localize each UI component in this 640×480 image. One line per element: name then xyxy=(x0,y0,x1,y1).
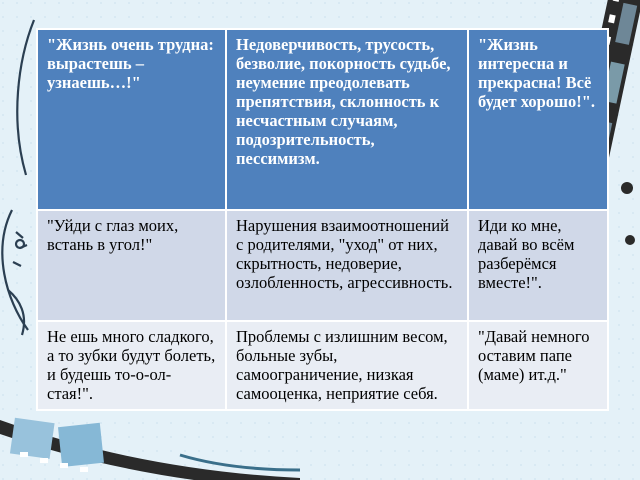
table-row xyxy=(37,210,608,321)
table-cell: "Жизнь очень трудна: вырастешь – узнаешь…!" xyxy=(37,29,226,210)
table-cell: Нарушения взаимоотношений с родителями, "уход" от них, скрытность, недоверие, озлобленность, агрессивность. xyxy=(226,210,468,321)
table-row xyxy=(37,321,608,410)
table-cell: "Уйди с глаз моих, встань в угол!" xyxy=(37,210,226,321)
table-cell: Проблемы с излишним весом, больные зубы, самоограничение, низкая самооценка, неприятие себя. xyxy=(226,321,468,410)
table-cell: Не ешь много сладкого, а то зубки будут болеть, и будешь то-о-ол-стая!". xyxy=(37,321,226,410)
parenting-phrases-table xyxy=(36,28,609,411)
table-cell: Недоверчивость, трусость, безволие, покорность судьбе, неумение преодолевать препятствия, склонность к несчастным случаям, подозрительность, пессимизм. xyxy=(226,29,468,210)
table-header-row xyxy=(37,29,608,210)
table-cell: Иди ко мне, давай во всём разберёмся вместе!". xyxy=(468,210,608,321)
table-cell: "Давай немного оставим папе (маме) ит.д." xyxy=(468,321,608,410)
table-cell: "Жизнь интересна и прекрасна! Всё будет хорошо!". xyxy=(468,29,608,210)
